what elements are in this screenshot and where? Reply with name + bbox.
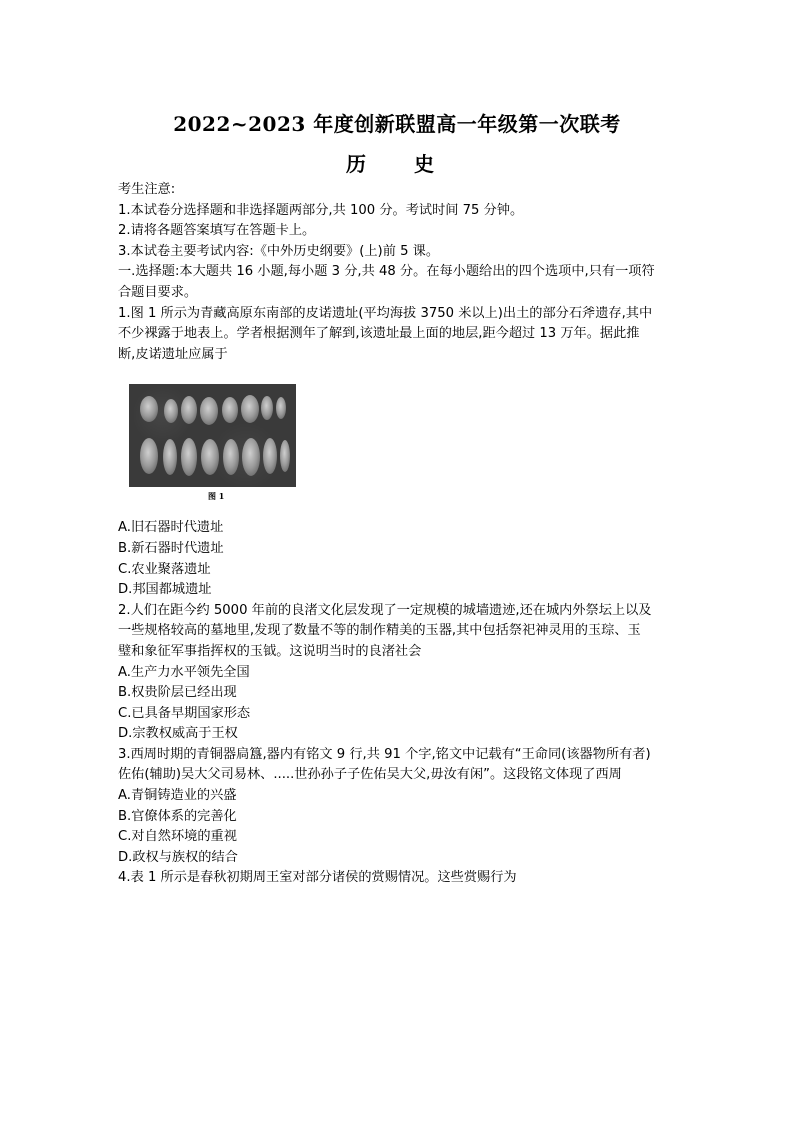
question-2 bbox=[118, 601, 683, 745]
question-stem: 断,皮诺遗址应属于 bbox=[118, 346, 228, 362]
option: A.生产力水平领先全国 bbox=[118, 664, 250, 680]
stone-axe-illustration bbox=[129, 384, 296, 487]
question-stem: 2.人们在距今约 5000 年前的良渚文化层发现了一定规模的城墙遗迹,还在城内外祭坛上以及 bbox=[118, 602, 652, 618]
option: C.农业聚落遗址 bbox=[118, 561, 211, 577]
subject-title: 历 史 bbox=[346, 152, 448, 176]
question-stem: 一些规格较高的墓地里,发现了数量不等的制作精美的玉器,其中包括祭祀神灵用的玉琮、玉 bbox=[118, 623, 641, 639]
figure-caption: 图 1 bbox=[208, 491, 225, 502]
option: A.旧石器时代遗址 bbox=[118, 520, 224, 536]
option: A.青铜铸造业的兴盛 bbox=[118, 788, 237, 804]
section-instruction: 一.选择题:本大题共 16 小题,每小题 3 分,共 48 分。在每小题给出的四个选项中,只有一项符 bbox=[118, 264, 655, 280]
question-stem: 璧和象征军事指挥权的玉钺。这说明当时的良渚社会 bbox=[118, 643, 422, 659]
question-stem: 4.表 1 所示是春秋初期周王室对部分诸侯的赏赐情况。这些赏赐行为 bbox=[118, 870, 517, 886]
exam-body bbox=[118, 180, 683, 889]
option: D.政权与族权的结合 bbox=[118, 849, 238, 865]
option: D.邦国都城遗址 bbox=[118, 582, 212, 598]
question-4 bbox=[118, 868, 683, 889]
question-stem: 3.西周时期的青铜器扃簋,器内有铭文 9 行,共 91 个字,铭文中记载有“王命同(该器物所有者) bbox=[118, 746, 651, 762]
notice-item: 1.本试卷分选择题和非选择题两部分,共 100 分。考试时间 75 分钟。 bbox=[118, 202, 524, 218]
option: B.权贵阶层已经出现 bbox=[118, 685, 237, 701]
option: D.宗教权威高于王权 bbox=[118, 726, 238, 742]
exam-title: 2022~2023 年度创新联盟高一年级第一次联考 bbox=[173, 112, 621, 136]
stone-axe-photo bbox=[129, 384, 296, 487]
notice-item: 2.请将各题答案填写在答题卡上。 bbox=[118, 223, 316, 239]
section-instruction: 合题目要求。 bbox=[118, 284, 198, 300]
notice-item: 3.本试卷主要考试内容:《中外历史纲要》(上)前 5 课。 bbox=[118, 243, 440, 259]
option: B.新石器时代遗址 bbox=[118, 540, 224, 556]
question-stem: 1.图 1 所示为青藏高原东南部的皮诺遗址(平均海拔 3750 米以上)出土的部分石斧遗存,其中 bbox=[118, 305, 653, 321]
question-3 bbox=[118, 745, 683, 869]
question-stem: 佐佑(辅助)吴大父司易林、.....世孙孙子子佐佑吴大父,毋汝有闲”。这段铭文体现了西周 bbox=[118, 767, 622, 783]
option: C.已具备早期国家形态 bbox=[118, 705, 251, 721]
option: C.对自然环境的重视 bbox=[118, 829, 237, 845]
option: B.官僚体系的完善化 bbox=[118, 808, 237, 824]
question-stem: 不少裸露于地表上。学者根据测年了解到,该遗址最上面的地层,距今超过 13 万年。据此推 bbox=[118, 326, 640, 342]
notice-heading: 考生注意: bbox=[118, 182, 176, 197]
question-1 bbox=[118, 304, 683, 601]
